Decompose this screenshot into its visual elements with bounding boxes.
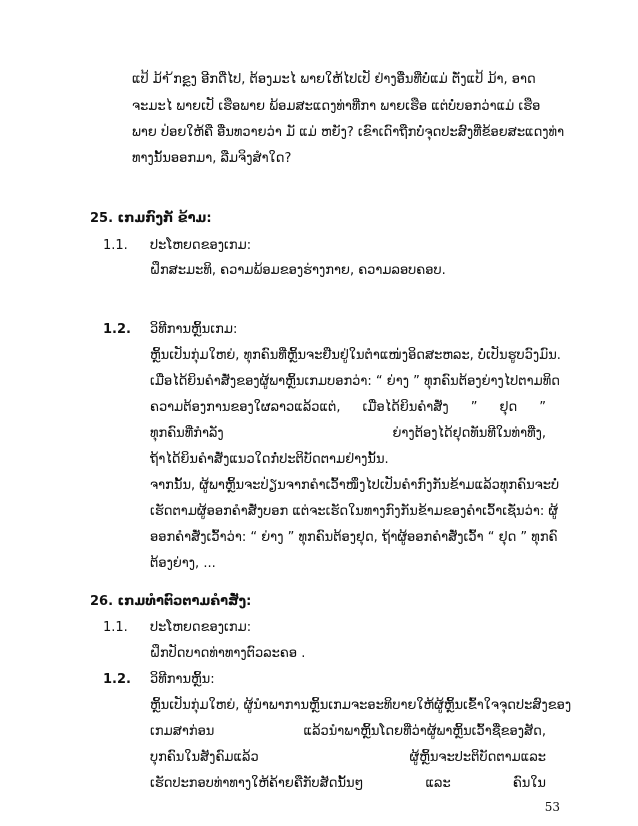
s25-rule-line-3 (150, 399, 546, 417)
intro-line-2: ຈະມະໄ ພາຍເປັ ເຮືອພາຍ ພ້ອມສະແດງທ່າທີ່ກາ ພາຍເຮືອ ແຕ່ບໍ່ບອກວ່າແມ່ ເຮືອ (132, 99, 541, 114)
s26-l4-part-2: ແລະ (425, 776, 451, 791)
s26-l3-part-1: ບຸກຄົນໃນສັງຄົມແລ້ວ (150, 750, 259, 765)
s26-item-1-number: 1.1. (103, 620, 128, 635)
s25-rule-line-4 (150, 425, 546, 443)
s26-item-2-number: 1.2. (103, 672, 131, 687)
s25-l4-part-1: ທຸກຄົນທີ່ກຳລັງ (150, 426, 224, 441)
s26-rule-line-4 (150, 775, 546, 793)
s25-l4-part-2: ຍ່າງຕ້ອງໄດ້ຢຸດທັນທີໃນທ່າທີ່ງ, (392, 426, 546, 441)
s26-rule-line-3 (150, 749, 546, 767)
s26-l2-part-1: ເກມສາກ່ອນ (150, 724, 215, 739)
s26-item-2-title: ວິທີການຫຼິ້ນ: (150, 672, 215, 687)
s25-l3-part-5: ” (539, 400, 546, 415)
s25-rule-line-1: ຫຼິ້ນເປັນກຸ່ມໃຫຍ່, ທຸກຄົນທີ່ຫຼິ້ນຈະຢືນຢູ່ໃນຕຳແໜ່ງອິດສະຫລະ, ບໍ່ເປັນຮູບວົງມົນ. (150, 348, 561, 363)
s26-rule-line-1: ຫຼິ້ນເປັນກຸ່ມໃຫຍ່, ຜູ້ນຳພາການຫຼິ້ນເກມຈະອະທິບາຍໃຫ້ຜູ້ຫຼິ້ນເຂົ້າໃຈຈຸດປະສົງຂອງ (150, 698, 572, 713)
s25-rule-line-5: ຖ້າໄດ້ຍິນຄຳສັ່ງແນວໃດກໍ່ປະຕິບັດຕາມຢ່າງນັ້ນ. (150, 452, 389, 467)
s26-l4-part-3: ຄົນໃນ (512, 776, 546, 791)
page-number: 53 (544, 800, 560, 814)
s25-rule-line-6: ຈາກນັ້ນ, ຜູ້ພາຫຼິ້ນຈະປ່ຽນຈາກຄຳເວົ້າໜຶ່ງໄປເປັນຄຳກົງກັນຂ້າມແລ້ວທຸກຄົນຈະບໍ່ (150, 478, 560, 493)
s26-rule-line-2 (150, 723, 546, 741)
s25-rule-line-8: ອອກຄຳສັ່ງເວົ້າວ່າ: “ ຍ່າງ ” ທຸກຄົນຕ້ອງຢຸດ, ຖ້າຜູ້ອອກຄຳສັ່ງເວົ້າ “ ຢຸດ ” ທຸກຄົ (150, 530, 558, 545)
s25-rule-line-9: ຕ້ອງຍ່າງ, ... (150, 556, 216, 571)
s25-item-1-title: ປະໂຫຍດຂອງເກມ: (150, 238, 252, 253)
s25-item-2-number: 1.2. (103, 322, 131, 337)
s26-l2-part-2: ແລ້ວນຳພາຫຼິ້ນໂດຍທີ່ວ່າຜູ້ພາຫຼິ້ນເວົ້າຊື່ຂອງສັດ, (303, 724, 546, 739)
s25-l3-part-4: ຢຸດ (499, 400, 518, 415)
s26-item-1-text: ຝຶກປັດບາດທ່າທາງຕົວລະຄອ . (150, 646, 306, 661)
intro-line-3: ພາຍ ປ່ອຍໃຫ້ຄື ອື່ນທວາຍວ່າ ມັ ແມ່ ຫຍັງ? ເຂົາເດົາຖືກບໍ່ຈຸດປະສົງທີ່ຂ້ອຍສະແດງທ່າ (132, 125, 565, 140)
s25-rule-line-7: ເຮັດຕາມຜູ້ອອກຄຳສັ່ງບອກ ແຕ່ຈະເຮັດໃນທາງກົງກັນຂ້າມຂອງຄຳເວົ້າເຊັ່ນວ່າ: ຜູ້ (150, 504, 559, 519)
intro-line-1: ແປ້ ມ້າ ້ກຂຼງ ອີກດີ່ໄປ, ຕ້ອງມະໄ ພາຍໃຫ້ໄປເປັ ຢ່າງອື່ນທີ່ບໍ່ແມ່ ຕັ່ງແປ້ ມ້າ, ອາດ (132, 72, 536, 87)
s26-item-1-title: ປະໂຫຍດຂອງເກມ: (150, 620, 252, 635)
s25-rule-line-2: ເມື່ອໄດ້ຍິນຄຳສັ່ງຂອງຜູ້ພາຫຼິ້ນເກມບອກວ່າ: “ ຍ່າງ ” ທຸກຄົນຕ້ອງຍ່າງໄປຕາມທິດ (150, 374, 560, 389)
intro-line-4: ທາງນັ້ນອອກມາ, ລືມຈິງສຳໃດ? (132, 151, 292, 166)
s25-item-1-number: 1.1. (103, 238, 128, 253)
s25-l3-part-1: ຄວາມຕ້ອງການຂອງໃຜລາວແລ້ວແຕ່, (150, 400, 341, 415)
s25-l3-part-3: ” (470, 400, 478, 415)
s26-l4-part-1: ເຮັດປະກອບທ່າທາງໃຫ້ຄ້າຍຄືກັບສັດນັ້ນໆ (150, 776, 364, 791)
s25-l3-part-2: ເມື່ອໄດ້ຍິນຄຳສັ່ງ (362, 400, 449, 415)
s26-l3-part-2: ຜູ້ຫຼິ້ນຈະປະຕິບັດຕາມແລະ (409, 750, 546, 765)
s25-item-2-title: ວິທີການຫຼິ້ນເກມ: (150, 322, 238, 337)
s25-item-1-text: ຝຶກສະມະທິ, ຄວາມພ້ອມຂອງຮ່າງກາຍ, ຄວາມລອບຄອບ. (150, 263, 446, 278)
section-26-heading: 26. ເກມທຳຕົວຕາມຄຳສັ່ງ: (90, 594, 252, 609)
section-25-heading: 25. ເກມກົງກັ ຂ້າມ: (90, 211, 212, 226)
